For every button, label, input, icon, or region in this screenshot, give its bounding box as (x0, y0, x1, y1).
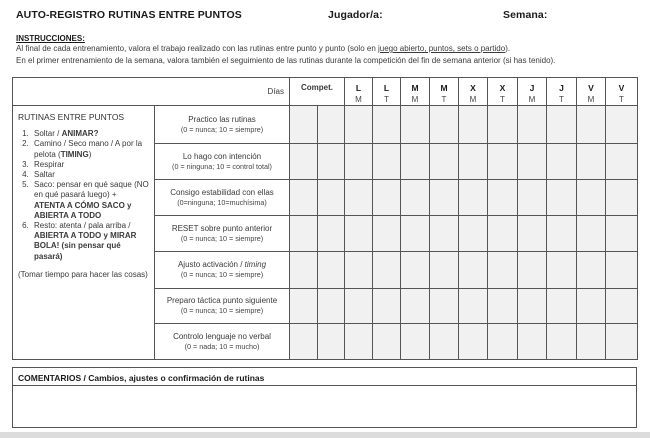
score-cell[interactable] (488, 106, 518, 144)
score-cell[interactable] (547, 252, 577, 289)
instructions-line-1-prefix: Al final de cada entrenamiento, valora el trabajo realizado con las rutinas entre punto y punto (solo en (16, 44, 378, 53)
day-session: T (559, 95, 564, 104)
score-cell[interactable] (577, 106, 606, 144)
score-cell[interactable] (547, 216, 577, 252)
day-header (547, 78, 577, 106)
comments-title: COMENTARIOS / Cambios, ajustes o confirmación de rutinas (18, 373, 265, 383)
day-letter: L (355, 83, 362, 93)
table-row (13, 106, 638, 144)
score-cell[interactable] (606, 216, 638, 252)
comments-box[interactable] (12, 367, 637, 428)
score-cell[interactable] (606, 180, 638, 216)
score-cell[interactable] (488, 180, 518, 216)
criterion-label (155, 144, 290, 180)
score-cell[interactable] (430, 106, 459, 144)
day-session: M (528, 95, 536, 104)
score-cell[interactable] (318, 106, 345, 144)
score-cell[interactable] (345, 216, 373, 252)
score-cell[interactable] (606, 252, 638, 289)
score-cell[interactable] (318, 144, 345, 180)
score-cell[interactable] (430, 252, 459, 289)
score-cell[interactable] (488, 252, 518, 289)
score-cell[interactable] (518, 216, 547, 252)
score-cell[interactable] (401, 289, 430, 324)
criterion-text: Controlo lenguaje no verbal (173, 331, 271, 341)
day-header (459, 78, 488, 106)
day-letter: M (440, 83, 448, 93)
score-cell[interactable] (401, 106, 430, 144)
score-cell[interactable] (547, 289, 577, 324)
list-item (31, 139, 149, 159)
list-item (31, 180, 149, 221)
criterion-scale: (0 = nunca; 10 = siempre) (180, 124, 264, 134)
day-letter: L (383, 83, 390, 93)
score-cell[interactable] (518, 144, 547, 180)
day-letter: X (499, 83, 506, 93)
score-cell[interactable] (373, 289, 401, 324)
routines-list (18, 129, 149, 262)
score-cell[interactable] (606, 106, 638, 144)
routine-emphasis: ANIMAR? (61, 129, 99, 139)
score-cell[interactable] (373, 106, 401, 144)
score-cell[interactable] (401, 252, 430, 289)
score-cell[interactable] (459, 180, 488, 216)
score-cell[interactable] (430, 324, 459, 360)
day-session: T (384, 95, 389, 104)
routine-text: Respirar (34, 159, 65, 169)
score-cell[interactable] (430, 180, 459, 216)
day-header (345, 78, 373, 106)
compet-header: Compet. (290, 78, 345, 106)
day-session: T (500, 95, 505, 104)
player-label: Jugador/a: (328, 9, 383, 21)
score-cell[interactable] (430, 289, 459, 324)
day-letter: J (529, 83, 535, 93)
score-cell[interactable] (345, 144, 373, 180)
score-cell[interactable] (606, 289, 638, 324)
score-cell[interactable] (547, 324, 577, 360)
score-cell[interactable] (577, 324, 606, 360)
day-header (518, 78, 547, 106)
score-cell[interactable] (401, 324, 430, 360)
day-header (373, 78, 401, 106)
routine-emphasis: ABIERTA A TODO y MIRAR BOLA! (sin pensar qué pasará) (34, 231, 137, 261)
score-cell[interactable] (488, 216, 518, 252)
day-header (606, 78, 638, 106)
criterion-scale: (0 = nunca; 10 = siempre) (180, 270, 264, 279)
criterion-label (155, 289, 290, 324)
criterion-text: Consigo estabilidad con ellas (170, 187, 274, 197)
score-cell[interactable] (459, 106, 488, 144)
self-record-table (12, 77, 638, 360)
score-cell[interactable] (488, 289, 518, 324)
score-cell[interactable] (518, 252, 547, 289)
day-letter: V (588, 83, 594, 93)
score-cell[interactable] (518, 289, 547, 324)
criterion-scale: (0=ninguna; 10=muchísima) (177, 197, 267, 207)
criterion-label (155, 252, 290, 289)
day-letter: M (411, 83, 419, 93)
day-header (488, 78, 518, 106)
score-cell[interactable] (577, 216, 606, 252)
score-cell[interactable] (459, 144, 488, 180)
score-cell[interactable] (373, 252, 401, 289)
routines-note: (Tomar tiempo para hacer las cosas) (18, 269, 148, 279)
score-cell[interactable] (430, 216, 459, 252)
day-letter: J (559, 83, 564, 93)
day-header (401, 78, 430, 106)
routine-text: Saco: pensar en qué saque (NO en qué pasará luego) + (34, 180, 149, 200)
score-cell[interactable] (290, 252, 318, 289)
criterion-label (155, 180, 290, 216)
list-item (31, 170, 149, 180)
day-header (430, 78, 459, 106)
routine-text: ) (88, 149, 92, 159)
instructions-line-1 (16, 44, 510, 53)
score-cell[interactable] (373, 324, 401, 360)
score-cell[interactable] (290, 106, 318, 144)
score-cell[interactable] (547, 180, 577, 216)
day-session: T (441, 95, 447, 104)
score-cell[interactable] (345, 289, 373, 324)
score-cell[interactable] (401, 180, 430, 216)
instructions-line-1-suffix: ). (505, 44, 511, 53)
week-label: Semana: (503, 9, 548, 21)
score-cell[interactable] (318, 216, 345, 252)
comments-divider (13, 385, 636, 386)
score-cell[interactable] (606, 324, 638, 360)
criterion-label (155, 324, 290, 360)
score-cell[interactable] (459, 216, 488, 252)
score-cell[interactable] (290, 324, 318, 360)
criterion-text: RESET sobre punto anterior (171, 223, 273, 233)
score-cell[interactable] (430, 144, 459, 180)
form-title: AUTO-REGISTRO RUTINAS ENTRE PUNTOS (16, 9, 242, 21)
page-bottom-edge (0, 432, 650, 438)
score-cell[interactable] (518, 180, 547, 216)
days-label: Días (13, 78, 290, 106)
criterion-scale: (0 = nunca; 10 = siempre) (180, 233, 264, 243)
instructions-heading: INSTRUCCIONES: (16, 34, 85, 43)
criterion-label (155, 216, 290, 252)
score-cell[interactable] (577, 144, 606, 180)
routines-title: RUTINAS ENTRE PUNTOS (18, 112, 125, 122)
day-session: T (619, 95, 624, 104)
day-session: M (587, 95, 595, 104)
score-cell[interactable] (577, 289, 606, 324)
score-cell[interactable] (459, 324, 488, 360)
score-cell[interactable] (318, 180, 345, 216)
score-cell[interactable] (459, 289, 488, 324)
routine-text: Saltar (34, 170, 55, 180)
score-cell[interactable] (345, 252, 373, 289)
criterion-scale: (0 = nada; 10 = mucho) (184, 341, 260, 351)
score-cell[interactable] (488, 144, 518, 180)
score-cell[interactable] (373, 180, 401, 216)
routine-emphasis: ATENTA A CÓMO SACO y ABIERTA A TODO (34, 200, 132, 220)
table-header-row (13, 78, 638, 106)
routine-text: Camino / Seco mano / A por la pelota ( (34, 139, 143, 159)
routine-text: Resto: atenta / pala arriba / (34, 221, 131, 231)
score-cell[interactable] (318, 252, 345, 289)
instructions-line-1-underlined: juego abierto, puntos, sets o partido (378, 44, 506, 53)
score-cell[interactable] (373, 216, 401, 252)
score-cell[interactable] (345, 106, 373, 144)
day-session: M (411, 95, 419, 104)
score-cell[interactable] (401, 144, 430, 180)
score-cell[interactable] (547, 144, 577, 180)
criterion-text: Lo hago con intención (182, 151, 262, 161)
criterion-text: Ajusto activación / (177, 260, 245, 269)
score-cell[interactable] (547, 106, 577, 144)
score-cell[interactable] (459, 252, 488, 289)
day-letter: X (470, 83, 476, 93)
day-letter: V (618, 83, 625, 93)
instructions-line-2: En el primer entrenamiento de la semana, valora también el seguimiento de las rutinas durante la competición del fin de semana anterior (si has tenido). (16, 56, 556, 65)
score-cell[interactable] (518, 106, 547, 144)
criterion-text-italic: timing (244, 260, 267, 269)
score-cell[interactable] (518, 324, 547, 360)
score-cell[interactable] (318, 289, 345, 324)
day-header (577, 78, 606, 106)
day-session: M (355, 95, 362, 104)
day-session: M (469, 95, 477, 104)
criterion-scale: (0 = nunca; 10 = siempre) (180, 306, 264, 315)
score-cell[interactable] (290, 216, 318, 252)
score-cell[interactable] (577, 252, 606, 289)
score-cell[interactable] (290, 289, 318, 324)
list-item (31, 221, 149, 262)
score-cell[interactable] (318, 324, 345, 360)
score-cell[interactable] (373, 144, 401, 180)
routine-emphasis: TIMING (60, 149, 89, 159)
score-cell[interactable] (290, 180, 318, 216)
list-item (31, 129, 149, 139)
score-cell[interactable] (488, 324, 518, 360)
criterion-label (155, 106, 290, 144)
list-item (31, 160, 149, 170)
score-cell[interactable] (345, 180, 373, 216)
routines-panel (13, 106, 155, 360)
score-cell[interactable] (345, 324, 373, 360)
criterion-text: Preparo táctica punto siguiente (166, 296, 278, 305)
routine-text: Soltar / (34, 129, 62, 139)
score-cell[interactable] (606, 144, 638, 180)
criterion-scale: (0 = ninguna; 10 = control total) (172, 161, 272, 171)
score-cell[interactable] (577, 180, 606, 216)
criterion-text: Practico las rutinas (188, 114, 256, 124)
score-cell[interactable] (401, 216, 430, 252)
score-cell[interactable] (290, 144, 318, 180)
